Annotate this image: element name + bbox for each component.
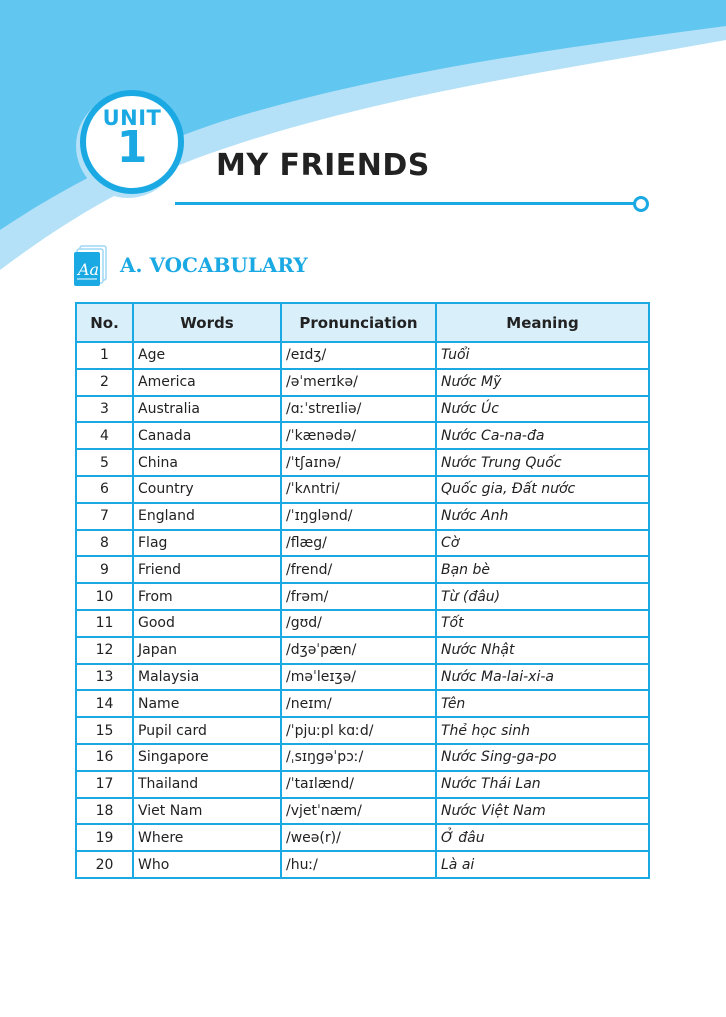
cell-no: 14 [76, 690, 133, 717]
cell-pronunciation: /ˈpjuːpl kɑːd/ [281, 717, 436, 744]
table-row [76, 664, 649, 691]
cell-no: 17 [76, 771, 133, 798]
cell-no: 11 [76, 610, 133, 637]
section-title: A. VOCABULARY [120, 253, 308, 277]
cell-pronunciation: /ɑːˈstreɪliə/ [281, 396, 436, 423]
cell-meaning: Bạn bè [436, 556, 649, 583]
table-row [76, 530, 649, 557]
table-row [76, 824, 649, 851]
column-header-pronunciation: Pronunciation [281, 303, 436, 342]
cell-word: Viet Nam [133, 798, 281, 825]
title-underline-dot [633, 196, 649, 212]
cell-no: 13 [76, 664, 133, 691]
cell-meaning: Nước Việt Nam [436, 798, 649, 825]
cell-meaning: Tốt [436, 610, 649, 637]
cell-pronunciation: /weə(r)/ [281, 824, 436, 851]
cell-meaning: Nước Ma-lai-xi-a [436, 664, 649, 691]
cell-word: Good [133, 610, 281, 637]
cell-pronunciation: /vjetˈnæm/ [281, 798, 436, 825]
cell-no: 18 [76, 798, 133, 825]
vocabulary-table [75, 302, 650, 879]
cell-meaning: Nước Trung Quốc [436, 449, 649, 476]
cell-no: 15 [76, 717, 133, 744]
table-row [76, 744, 649, 771]
cell-word: Japan [133, 637, 281, 664]
cell-word: Where [133, 824, 281, 851]
table-row [76, 851, 649, 878]
unit-label: UNIT [102, 106, 162, 130]
cell-meaning: Nước Sing-ga-po [436, 744, 649, 771]
cell-meaning: Cờ [436, 530, 649, 557]
cell-no: 8 [76, 530, 133, 557]
cell-no: 9 [76, 556, 133, 583]
table-row [76, 342, 649, 369]
cell-pronunciation: /ˈɪŋglənd/ [281, 503, 436, 530]
table-row [76, 422, 649, 449]
cell-pronunciation: /ˈtʃaɪnə/ [281, 449, 436, 476]
svg-text:Aa: Aa [78, 260, 100, 279]
table-row [76, 798, 649, 825]
cell-meaning: Thẻ học sinh [436, 717, 649, 744]
cell-meaning: Nước Anh [436, 503, 649, 530]
cell-meaning: Nước Mỹ [436, 369, 649, 396]
cell-meaning: Nước Úc [436, 396, 649, 423]
column-header-no: No. [76, 303, 133, 342]
cell-meaning: Từ (đâu) [436, 583, 649, 610]
cell-pronunciation: /ˌsɪŋgəˈpɔː/ [281, 744, 436, 771]
cell-pronunciation: /neɪm/ [281, 690, 436, 717]
cell-meaning: Quốc gia, Đất nước [436, 476, 649, 503]
cell-pronunciation: /ˈkʌntri/ [281, 476, 436, 503]
table-row [76, 476, 649, 503]
cell-no: 7 [76, 503, 133, 530]
cell-pronunciation: /frend/ [281, 556, 436, 583]
column-header-words: Words [133, 303, 281, 342]
cell-pronunciation: /gʊd/ [281, 610, 436, 637]
cell-no: 19 [76, 824, 133, 851]
cell-pronunciation: /eɪdʒ/ [281, 342, 436, 369]
cell-pronunciation: /məˈleɪʒə/ [281, 664, 436, 691]
cell-pronunciation: /frəm/ [281, 583, 436, 610]
cell-pronunciation: /dʒəˈpæn/ [281, 637, 436, 664]
cell-word: Country [133, 476, 281, 503]
cell-word: Canada [133, 422, 281, 449]
cell-word: Name [133, 690, 281, 717]
cell-no: 3 [76, 396, 133, 423]
table-row [76, 637, 649, 664]
cell-word: China [133, 449, 281, 476]
title-underline [175, 202, 635, 205]
table-row [76, 556, 649, 583]
table-row [76, 610, 649, 637]
cell-word: Pupil card [133, 717, 281, 744]
table-row [76, 396, 649, 423]
cell-no: 12 [76, 637, 133, 664]
cell-word: Malaysia [133, 664, 281, 691]
cell-pronunciation: /huː/ [281, 851, 436, 878]
table-header-row [76, 303, 649, 342]
cell-pronunciation: /ˈtaɪlænd/ [281, 771, 436, 798]
table-row [76, 717, 649, 744]
cell-word: From [133, 583, 281, 610]
table-row [76, 771, 649, 798]
cell-word: Who [133, 851, 281, 878]
cell-word: Age [133, 342, 281, 369]
cell-no: 6 [76, 476, 133, 503]
cell-meaning: Nước Nhật [436, 637, 649, 664]
unit-badge [80, 90, 184, 194]
cell-no: 10 [76, 583, 133, 610]
cell-word: Flag [133, 530, 281, 557]
cell-word: Thailand [133, 771, 281, 798]
table-row [76, 503, 649, 530]
cell-word: Singapore [133, 744, 281, 771]
cell-meaning: Là ai [436, 851, 649, 878]
cell-meaning: Tuổi [436, 342, 649, 369]
cell-no: 16 [76, 744, 133, 771]
book-aa-icon [74, 244, 108, 288]
cell-word: America [133, 369, 281, 396]
cell-meaning: Nước Ca-na-đa [436, 422, 649, 449]
cell-no: 2 [76, 369, 133, 396]
cell-meaning: Nước Thái Lan [436, 771, 649, 798]
cell-pronunciation: /əˈmerɪkə/ [281, 369, 436, 396]
unit-title: MY FRIENDS [216, 148, 430, 183]
cell-meaning: Tên [436, 690, 649, 717]
cell-pronunciation: /flæg/ [281, 530, 436, 557]
cell-word: Friend [133, 556, 281, 583]
table-row [76, 690, 649, 717]
table-row [76, 369, 649, 396]
table-row [76, 583, 649, 610]
column-header-meaning: Meaning [436, 303, 649, 342]
cell-pronunciation: /ˈkænədə/ [281, 422, 436, 449]
cell-meaning: Ở đâu [436, 824, 649, 851]
cell-word: England [133, 503, 281, 530]
cell-no: 4 [76, 422, 133, 449]
cell-no: 20 [76, 851, 133, 878]
cell-no: 5 [76, 449, 133, 476]
cell-word: Australia [133, 396, 281, 423]
cell-no: 1 [76, 342, 133, 369]
unit-number: 1 [116, 122, 148, 173]
table-row [76, 449, 649, 476]
